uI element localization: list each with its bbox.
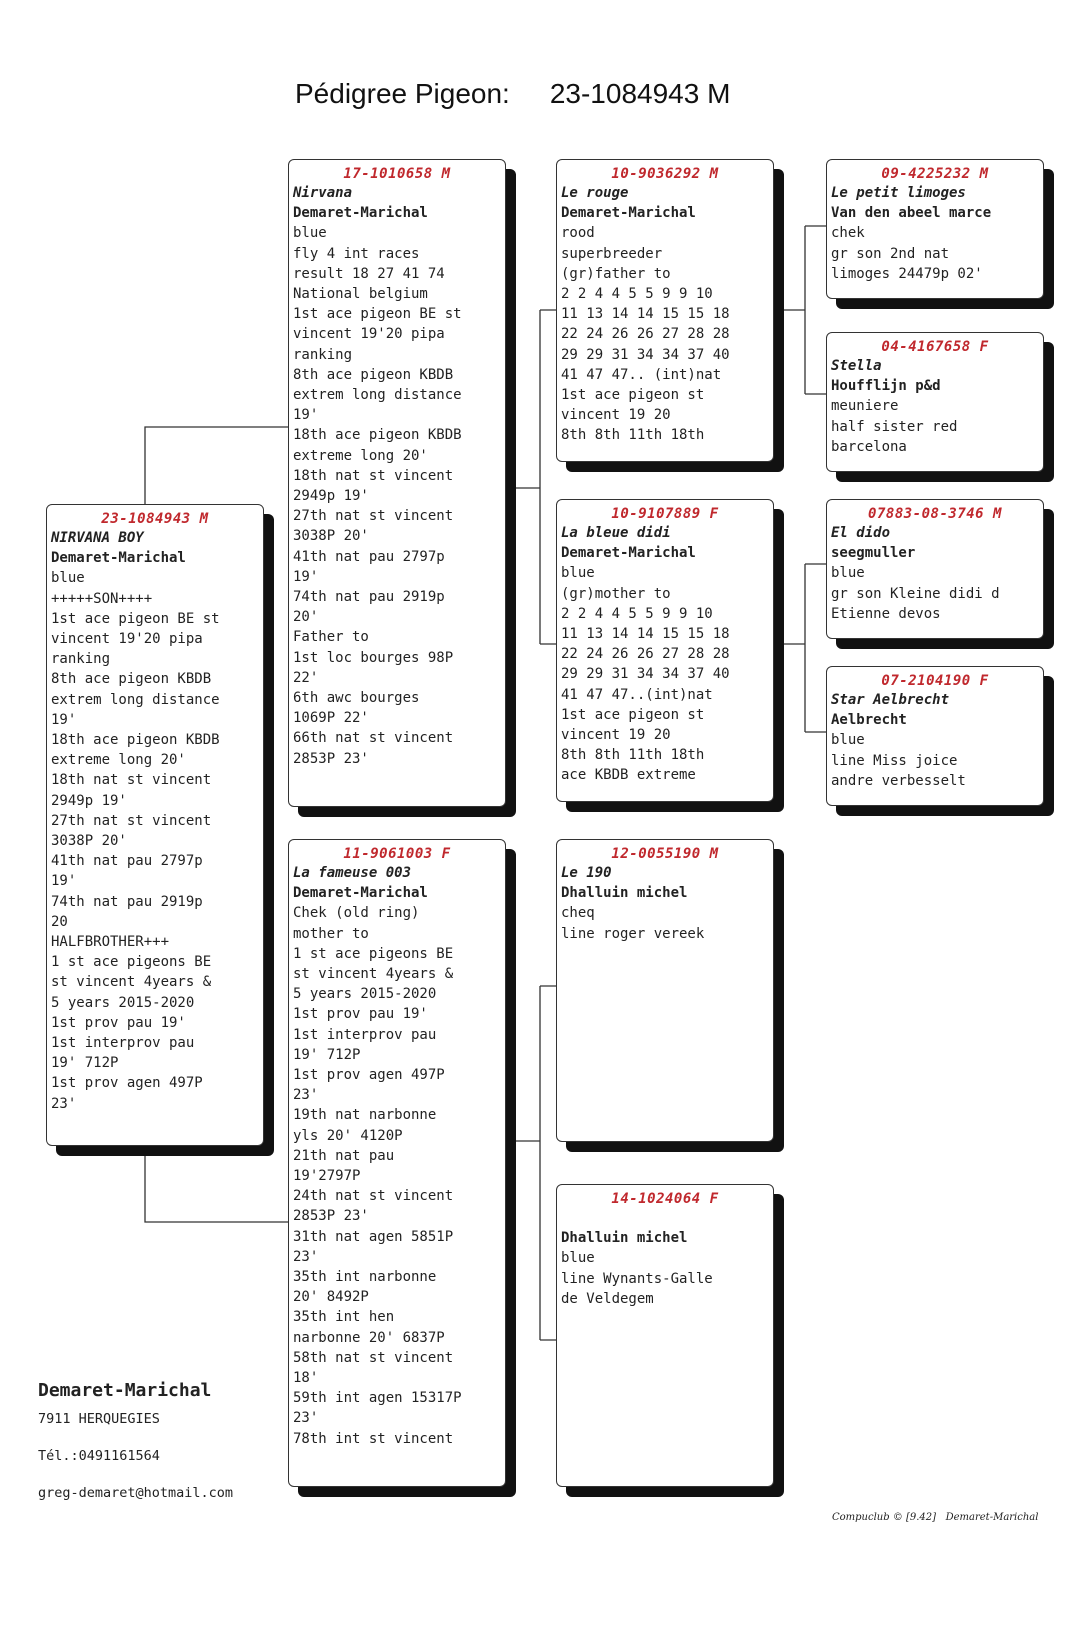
pigeon-card-sire-sire	[556, 159, 774, 462]
info-line: blue	[831, 732, 865, 749]
info-line: extrem long distance	[293, 387, 462, 404]
info-line: 27th nat st vincent	[293, 508, 454, 525]
info-line: 1st loc bourges 98P	[293, 649, 454, 666]
info-line: limoges 24479p 02'	[831, 265, 983, 282]
breeder-name: Houfflijn p&d	[831, 378, 941, 395]
info-line: 29 29 31 34 34 37 40	[561, 346, 730, 363]
breeder-email: greg-demaret@hotmail.com	[38, 1485, 234, 1501]
info-line: 3038P 20'	[51, 833, 127, 850]
info-line: vincent 19'20 pipa	[293, 326, 445, 343]
info-line: narbonne 20' 6837P	[293, 1329, 445, 1346]
info-line: 2 2 4 4 5 5 9 9 10	[561, 286, 713, 303]
info-line: 23'	[293, 1248, 319, 1265]
info-line: 18th nat st vincent	[51, 772, 212, 789]
info-line: 5 years 2015-2020	[51, 994, 195, 1011]
ring-number: 07-2104190 F	[881, 673, 989, 689]
info-line: 2 2 4 4 5 5 9 9 10	[561, 605, 713, 622]
breeder-address: 7911 HERQUEGIES	[38, 1411, 160, 1427]
info-line: 1st interprov pau	[293, 1026, 437, 1043]
info-line: chek	[831, 225, 865, 242]
info-line: ace KBDB extreme	[561, 767, 696, 784]
info-line: 20' 8492P	[293, 1289, 369, 1306]
breeder-name: seegmuller	[831, 545, 916, 562]
ring-number: 10-9036292 M	[611, 166, 719, 182]
info-line: meuniere	[831, 398, 899, 415]
breeder-name: Demaret-Marichal	[293, 205, 428, 222]
info-line: 19'	[51, 711, 77, 728]
pigeon-name-empty	[561, 1208, 769, 1228]
info-line: line roger vereek	[561, 925, 705, 942]
info-line: 19th nat narbonne	[293, 1107, 437, 1124]
pigeon-name: Star Aelbrecht	[831, 692, 950, 708]
pigeon-name: Nirvana	[293, 185, 353, 201]
info-line: 29 29 31 34 34 37 40	[561, 666, 730, 683]
breeder-name: Demaret-Marichal	[38, 1380, 212, 1401]
connector-dam-parents	[515, 986, 556, 1340]
breeder-name: Demaret-Marichal	[561, 545, 696, 562]
info-line: 23'	[51, 1095, 77, 1112]
info-line: 35th int hen	[293, 1309, 395, 1326]
pigeon-name: Le petit limoges	[831, 185, 966, 201]
ring-number: 04-4167658 F	[881, 339, 989, 355]
info-line: st vincent 4years &	[51, 974, 212, 991]
info-line: 22'	[293, 669, 319, 686]
pigeon-card-sire-dam-dam	[826, 666, 1044, 806]
info-line: 19' 712P	[293, 1046, 361, 1063]
info-line: 18th ace pigeon KBDB	[293, 427, 462, 444]
info-line: extreme long 20'	[293, 447, 428, 464]
info-line: blue	[293, 225, 327, 242]
info-line: 27th nat st vincent	[51, 812, 212, 829]
pigeon-name: El dido	[831, 525, 891, 541]
breeder-name: Demaret-Marichal	[561, 205, 696, 222]
info-line: 19'	[51, 873, 77, 890]
ring-number: 12-0055190 M	[611, 846, 719, 862]
info-line: 41 47 47.. (int)nat	[561, 366, 722, 383]
info-line: 8th 8th 11th 18th	[561, 747, 705, 764]
info-line: gr son Kleine didi d	[831, 585, 1000, 602]
info-line: result 18 27 41 74	[293, 265, 445, 282]
title-ring-number: 23-1084943 M	[549, 78, 731, 109]
info-line: 18'	[293, 1370, 319, 1387]
breeder-phone: Tél.:0491161564	[38, 1448, 160, 1464]
breeder-name: Dhalluin michel	[561, 885, 688, 902]
info-line: 1st prov agen 497P	[51, 1075, 203, 1092]
ring-number: 10-9107889 F	[611, 506, 719, 522]
info-line: 31th nat agen 5851P	[293, 1228, 454, 1245]
info-line: HALFBROTHER+++	[51, 934, 170, 951]
info-line: vincent 19 20	[561, 727, 671, 744]
pigeon-card-sire-dam	[556, 499, 774, 802]
info-line: 1st ace pigeon BE st	[51, 610, 220, 627]
info-line: half sister red	[831, 418, 958, 435]
info-line: 5 years 2015-2020	[293, 986, 437, 1003]
info-line: blue	[561, 565, 595, 582]
info-line: 19'	[293, 407, 319, 424]
info-line: extrem long distance	[51, 691, 220, 708]
info-line: 1st interprov pau	[51, 1035, 195, 1052]
info-line: line Miss joice	[831, 752, 958, 769]
info-line: 19'2797P	[293, 1168, 361, 1185]
info-line: ranking	[293, 346, 353, 363]
info-line: 74th nat pau 2919p	[293, 589, 445, 606]
info-line: 8th 8th 11th 18th	[561, 427, 705, 444]
info-line: (gr)father to	[561, 265, 671, 282]
ring-number: 09-4225232 M	[881, 166, 989, 182]
info-line: 1 st ace pigeons BE	[51, 954, 212, 971]
info-line: 2949p 19'	[293, 488, 369, 505]
breeder-name: Dhalluin michel	[561, 1230, 688, 1247]
pigeon-card-sire	[288, 159, 506, 807]
info-line: 24th nat st vincent	[293, 1188, 454, 1205]
ring-number: 14-1024064 F	[611, 1191, 719, 1207]
info-line: +++++SON++++	[51, 590, 153, 607]
pigeon-name: La bleue didi	[561, 525, 671, 541]
pigeon-name: La fameuse 003	[293, 865, 412, 881]
info-line: yls 20' 4120P	[293, 1127, 403, 1144]
info-line: barcelona	[831, 438, 907, 455]
title-label: Pédigree Pigeon:	[295, 78, 510, 109]
connector-subject-sire	[145, 427, 288, 504]
software-credit: Compuclub © [9.42] Demaret-Marichal	[832, 1512, 1039, 1523]
info-line: 18th nat st vincent	[293, 467, 454, 484]
info-line: Father to	[293, 629, 369, 646]
info-line: vincent 19'20 pipa	[51, 631, 203, 648]
info-line: National belgium	[293, 286, 428, 303]
info-line: line Wynants-Galle	[561, 1270, 713, 1287]
info-line: 78th int st vincent	[293, 1430, 454, 1447]
info-line: 19'	[293, 568, 319, 585]
info-line: ranking	[51, 651, 111, 668]
info-line: 20'	[293, 609, 319, 626]
info-line: 74th nat pau 2919p	[51, 893, 203, 910]
ring-number: 23-1084943 M	[101, 511, 209, 527]
info-line: 2949p 19'	[51, 792, 127, 809]
info-line: superbreeder	[561, 245, 663, 262]
pigeon-name: Le rouge	[561, 185, 629, 201]
info-line: vincent 19 20	[561, 407, 671, 424]
breeder-name: Demaret-Marichal	[51, 550, 186, 567]
info-line: 2853P 23'	[293, 750, 369, 767]
info-line: 23'	[293, 1410, 319, 1427]
pigeon-name: NIRVANA BOY	[51, 530, 144, 546]
breeder-contact	[38, 1380, 233, 1522]
info-line: andre verbesselt	[831, 772, 966, 789]
info-line: blue	[831, 565, 865, 582]
info-line: 23'	[293, 1087, 319, 1104]
info-line: 59th int agen 15317P	[293, 1390, 462, 1407]
ring-number: 17-1010658 M	[343, 166, 451, 182]
info-line: extreme long 20'	[51, 752, 186, 769]
info-line: 8th ace pigeon KBDB	[51, 671, 212, 688]
pigeon-card-sire-dam-sire	[826, 499, 1044, 639]
info-line: 19' 712P	[51, 1055, 119, 1072]
info-line: blue	[51, 570, 85, 587]
info-line: 22 24 26 26 27 28 28	[561, 326, 730, 343]
info-line: 2853P 23'	[293, 1208, 369, 1225]
info-line: 8th ace pigeon KBDB	[293, 366, 454, 383]
connector-sire-dam-parents	[783, 564, 826, 732]
info-line: gr son 2nd nat	[831, 245, 950, 262]
info-line: 1st prov pau 19'	[293, 1006, 428, 1023]
connector-subject-dam	[145, 1140, 288, 1222]
info-line: 20	[51, 913, 68, 930]
pigeon-name: Le 190	[561, 865, 612, 881]
info-line: Etienne devos	[831, 605, 941, 622]
ring-number: 07883-08-3746 M	[868, 506, 1002, 522]
info-line: 66th nat st vincent	[293, 730, 454, 747]
info-line: 18th ace pigeon KBDB	[51, 732, 220, 749]
info-line: 1st prov agen 497P	[293, 1067, 445, 1084]
pigeon-name: Stella	[831, 358, 882, 374]
info-line: 1st prov pau 19'	[51, 1014, 186, 1031]
info-line: 1st ace pigeon BE st	[293, 306, 462, 323]
breeder-name: Van den abeel marce	[831, 205, 992, 222]
info-line: 22 24 26 26 27 28 28	[561, 646, 730, 663]
info-line: rood	[561, 225, 595, 242]
info-line: blue	[561, 1250, 595, 1267]
pigeon-card-dam-sire	[556, 839, 774, 1142]
info-line: fly 4 int races	[293, 245, 420, 262]
info-line: cheq	[561, 905, 595, 922]
info-line: 58th nat st vincent	[293, 1349, 454, 1366]
info-line: de Veldegem	[561, 1290, 654, 1307]
info-line: (gr)mother to	[561, 585, 671, 602]
info-line: 1 st ace pigeons BE	[293, 945, 454, 962]
pigeon-card-sire-sire-dam	[826, 332, 1044, 472]
info-line: 1069P 22'	[293, 710, 369, 727]
info-line: st vincent 4years &	[293, 966, 454, 983]
info-line: 11 13 14 14 15 15 18	[561, 626, 730, 643]
info-line: 35th int narbonne	[293, 1269, 437, 1286]
info-line: 21th nat pau	[293, 1147, 395, 1164]
info-line: 11 13 14 14 15 15 18	[561, 306, 730, 323]
info-line: 1st ace pigeon st	[561, 387, 705, 404]
pigeon-card-sire-sire-sire	[826, 159, 1044, 299]
info-line: mother to	[293, 925, 369, 942]
connector-sire-parents	[515, 310, 556, 644]
info-line: 41 47 47..(int)nat	[561, 686, 713, 703]
ring-number: 11-9061003 F	[343, 846, 451, 862]
breeder-name: Aelbrecht	[831, 712, 907, 729]
pigeon-card-dam	[288, 839, 506, 1487]
pigeon-card-dam-dam	[556, 1184, 774, 1487]
connector-sire-sire-parents	[783, 226, 826, 394]
info-line: 41th nat pau 2797p	[51, 853, 203, 870]
breeder-name: Demaret-Marichal	[293, 885, 428, 902]
info-line: 41th nat pau 2797p	[293, 548, 445, 565]
info-line: 6th awc bourges	[293, 690, 420, 707]
info-line: 1st ace pigeon st	[561, 706, 705, 723]
info-line: Chek (old ring)	[293, 905, 420, 922]
info-line: 3038P 20'	[293, 528, 369, 545]
pigeon-card-subject	[46, 504, 264, 1146]
